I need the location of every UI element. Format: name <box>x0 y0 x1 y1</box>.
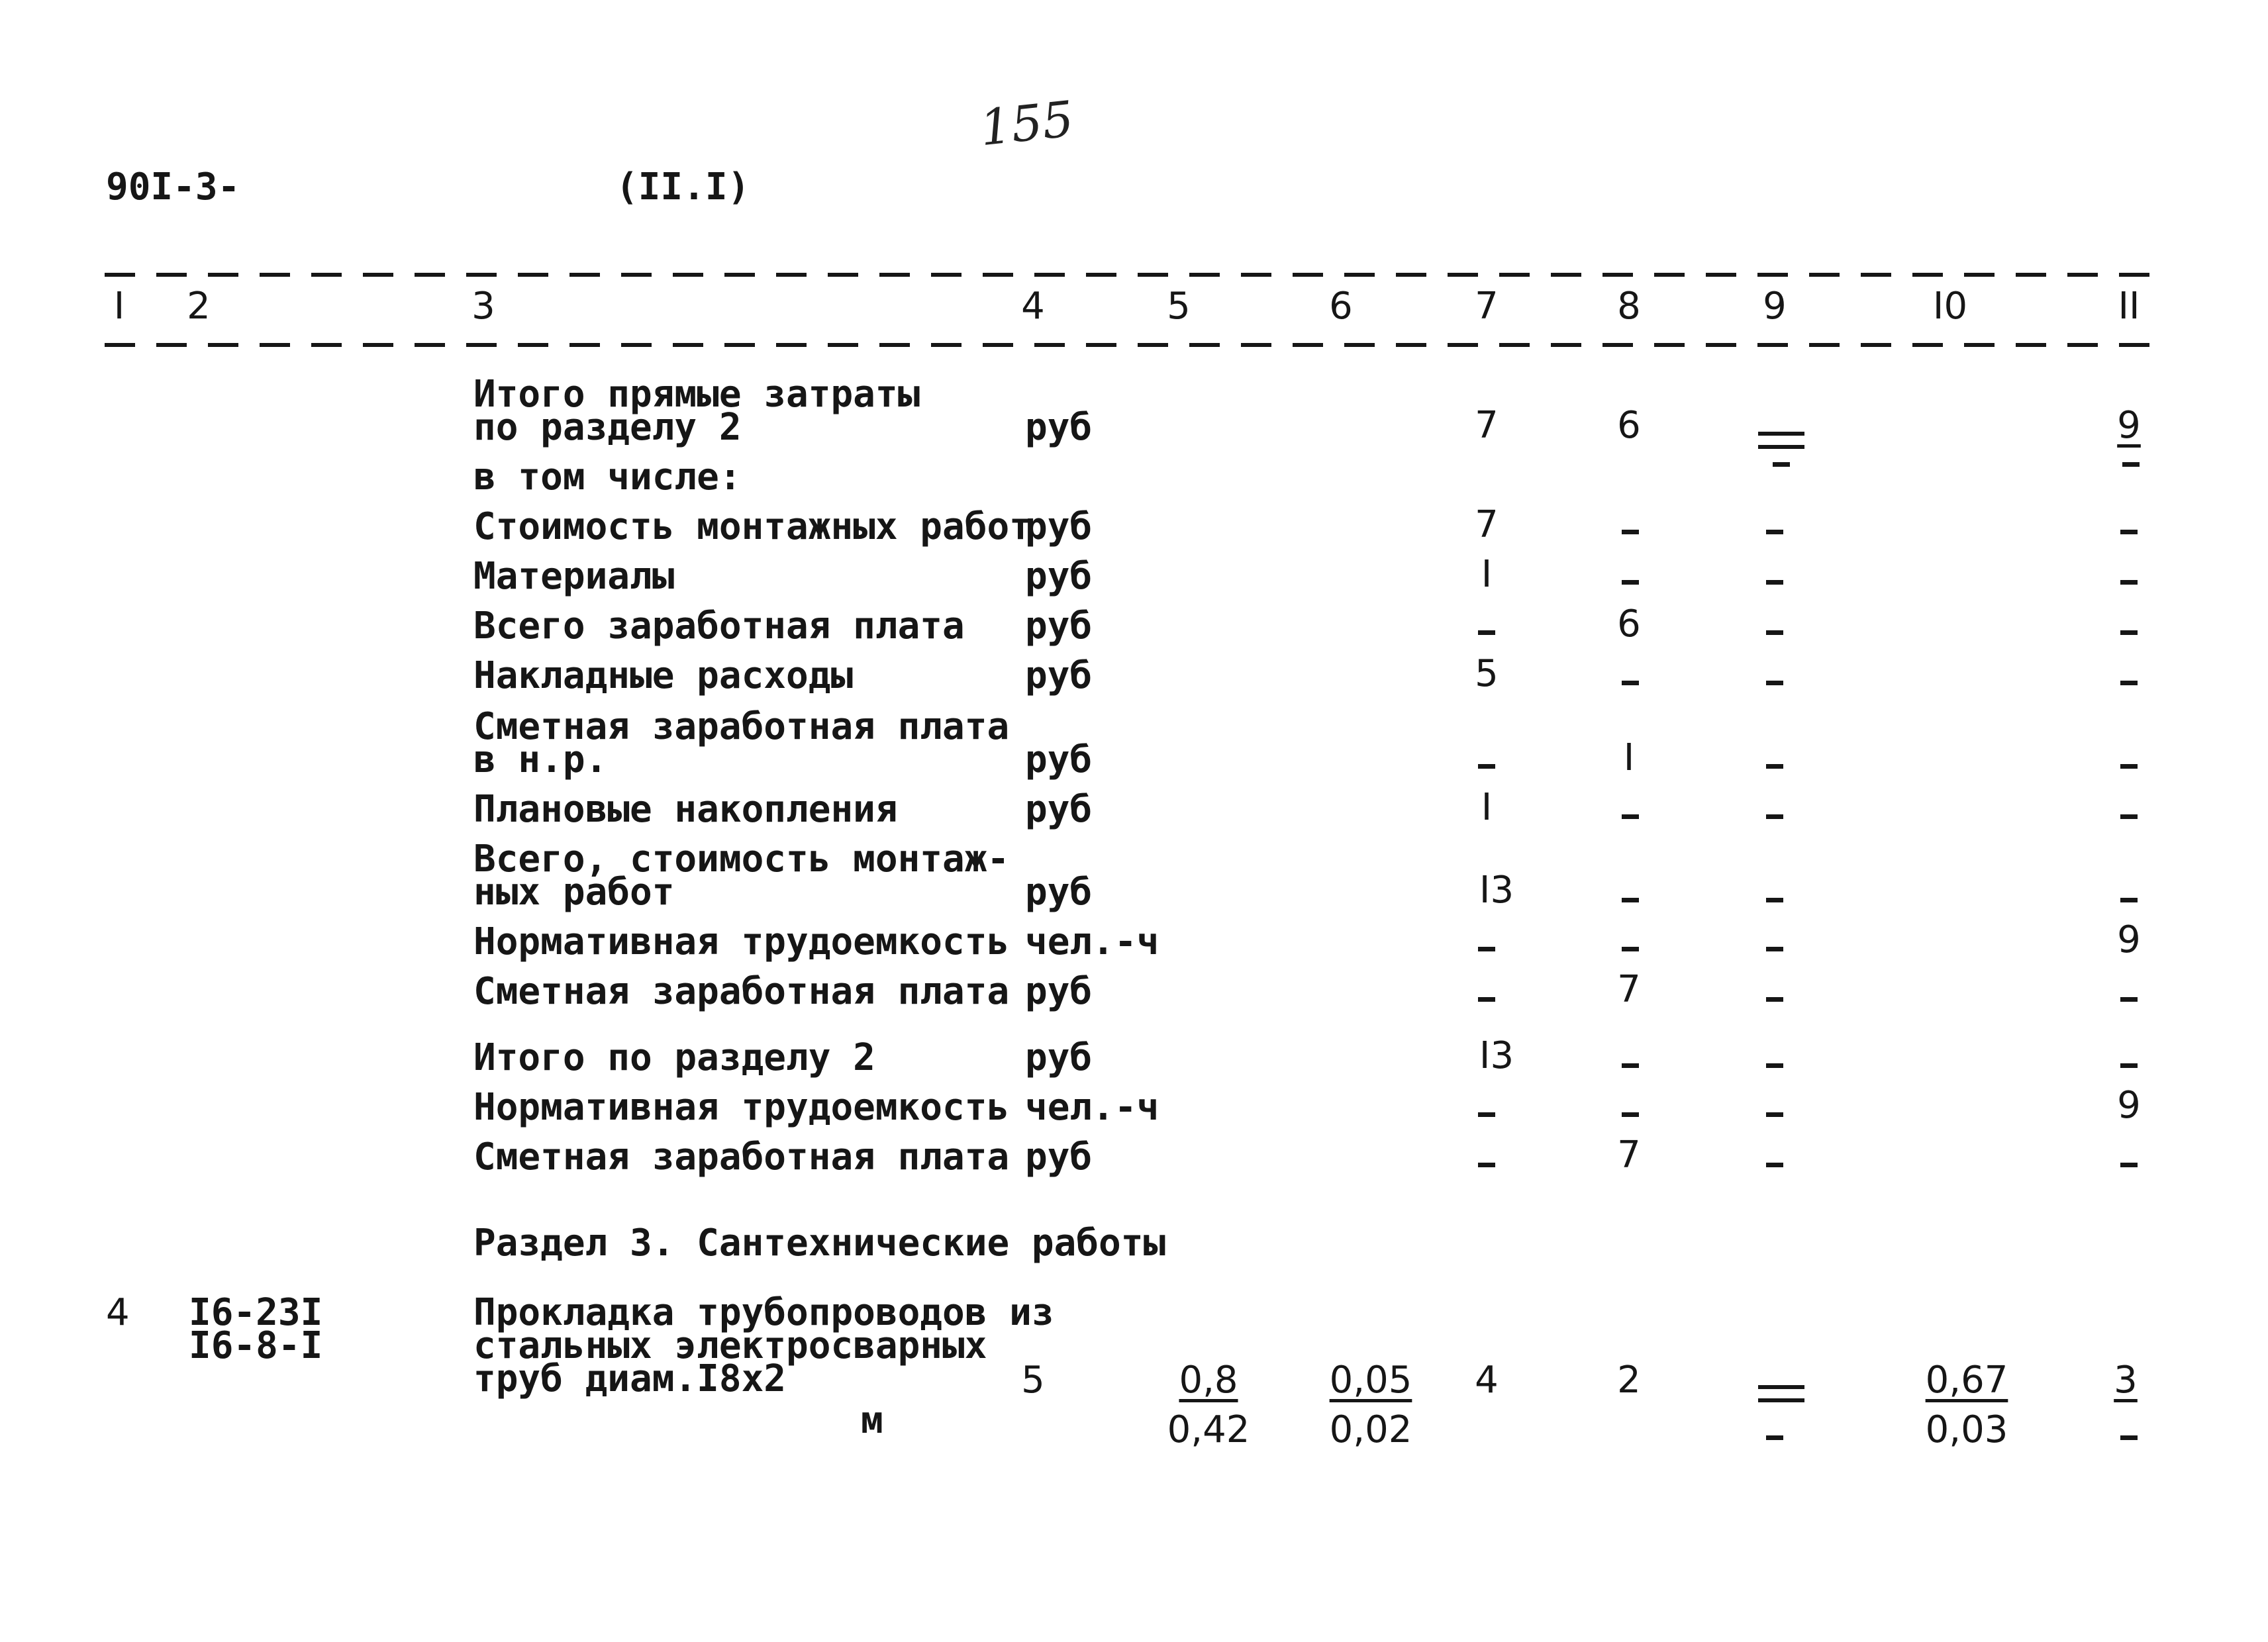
section-reference: (II.I) <box>616 166 750 209</box>
row-col7-dash <box>1478 764 1495 769</box>
row-label: Плановые накопления <box>473 788 898 831</box>
col-header-6: 6 <box>1329 285 1353 328</box>
row-col7-value: 7 <box>1475 404 1499 447</box>
row-unit: руб <box>1025 788 1093 831</box>
row-col11-value: 9 <box>2117 404 2141 447</box>
row-col11-dash <box>2120 814 2138 819</box>
row-col11-dash <box>2120 764 2138 769</box>
row-label: Сметная заработная плата <box>473 705 1010 748</box>
row-col11-dash <box>2120 630 2138 635</box>
col-header-11: II <box>2118 285 2140 328</box>
row-unit: руб <box>1025 555 1093 598</box>
row-col11-dash <box>2120 580 2138 585</box>
row-label: Всего, стоимость монтаж- <box>473 838 1010 881</box>
item-col10-top: 0,67 <box>1925 1359 2008 1402</box>
item-quantity: 5 <box>1021 1359 1045 1402</box>
row-col9-dash <box>1766 681 1783 685</box>
row-label-continued: в н.р. <box>473 738 608 781</box>
row-col11-value: 9 <box>2117 1084 2141 1127</box>
col-header-10: I0 <box>1932 285 1968 328</box>
item-col7-value: 4 <box>1475 1359 1499 1402</box>
item-description-continued: труб диам.I8х2 <box>473 1357 787 1400</box>
col-header-1: I <box>113 285 125 328</box>
row-col9-dash <box>1766 1063 1783 1068</box>
row-col9-dash <box>1766 630 1783 635</box>
col-header-4: 4 <box>1021 285 1045 328</box>
row-unit: чел.-ч <box>1025 920 1159 963</box>
row-col9-dash <box>1766 1112 1783 1117</box>
row-col11-dash <box>2120 898 2138 902</box>
item-col6-top: 0,05 <box>1329 1359 1412 1402</box>
row-col8-dash <box>1622 681 1639 685</box>
row-unit: руб <box>1025 654 1093 697</box>
item-number: 4 <box>106 1291 130 1334</box>
row-col8-value: 6 <box>1617 404 1641 447</box>
row-label-continued: по разделу 2 <box>473 406 742 449</box>
row-unit: чел.-ч <box>1025 1086 1159 1129</box>
col-header-3: 3 <box>471 285 495 328</box>
row-col7-dash <box>1478 1163 1495 1167</box>
row-col8-dash <box>1622 1112 1639 1117</box>
row-col8-dash <box>1622 898 1639 902</box>
row-col8-dash <box>1622 947 1639 951</box>
row-col9-dash <box>1766 947 1783 951</box>
row-label-including: в том числе: <box>473 456 742 499</box>
item-code-primary: I6-23I <box>189 1291 323 1334</box>
row-label: Материалы <box>473 555 675 598</box>
item-code-secondary: I6-8-I <box>189 1324 323 1367</box>
item-col5-bottom: 0,42 <box>1167 1408 1250 1451</box>
row-col9-dash <box>1766 1163 1783 1167</box>
row-col7-dash <box>1478 1112 1495 1117</box>
row-label: Нормативная трудоемкость <box>473 1086 1010 1129</box>
col-header-2: 2 <box>187 285 211 328</box>
section-title: Раздел 3. Сантехнические работы <box>473 1222 1166 1265</box>
item-col9-bottom-dash <box>1766 1435 1783 1440</box>
row-unit: руб <box>1025 1036 1093 1079</box>
row-col9-dash <box>1766 580 1783 585</box>
row-col11-value: 9 <box>2117 918 2141 961</box>
header-top-rule <box>105 273 2171 277</box>
document-code: 90I-3- <box>106 166 240 209</box>
row-col11-dash <box>2120 997 2138 1002</box>
row-col7-value: 7 <box>1475 503 1499 546</box>
row-col8-value: 7 <box>1617 1134 1641 1177</box>
row-col11-lower-dash <box>2122 462 2140 467</box>
row-col8-value: 7 <box>1617 968 1641 1011</box>
col-header-8: 8 <box>1617 285 1641 328</box>
col-header-9: 9 <box>1763 285 1787 328</box>
row-col8-dash <box>1622 814 1639 819</box>
row-label: Нормативная трудоемкость <box>473 920 1010 963</box>
row-col9-dash <box>1766 997 1783 1002</box>
item-description: Прокладка трубопроводов из <box>473 1291 1054 1334</box>
row-unit: руб <box>1025 505 1093 548</box>
row-label: Сметная заработная плата <box>473 970 1010 1013</box>
item-col9-double-dash <box>1758 1382 1804 1409</box>
row-label: Итого прямые затраты <box>473 373 920 416</box>
row-col8-value: 6 <box>1617 603 1641 646</box>
row-label: Сметная заработная плата <box>473 1135 1010 1179</box>
item-description-continued: стальных электросварных <box>473 1324 987 1367</box>
row-label: Итого по разделу 2 <box>473 1036 875 1079</box>
row-unit: руб <box>1025 604 1093 648</box>
row-col9-double-dash <box>1758 429 1804 456</box>
row-col11-dash <box>2120 530 2138 534</box>
row-col8-value: I <box>1623 736 1635 779</box>
item-unit: м <box>861 1399 883 1442</box>
row-unit: руб <box>1025 970 1093 1013</box>
item-col11-bottom-dash <box>2120 1435 2138 1440</box>
row-col11-dash <box>2120 1063 2138 1068</box>
row-col9-lower-dash <box>1773 462 1790 467</box>
handwritten-page-number: 155 <box>977 90 1077 158</box>
row-unit: руб <box>1025 738 1093 781</box>
row-col9-dash <box>1766 814 1783 819</box>
item-col8-value: 2 <box>1617 1359 1641 1402</box>
row-label-continued: ных работ <box>473 871 675 914</box>
row-label: Всего заработная плата <box>473 604 965 648</box>
col-header-5: 5 <box>1167 285 1191 328</box>
row-unit: руб <box>1025 406 1093 449</box>
row-col11-dash <box>2120 1163 2138 1167</box>
row-label: Накладные расходы <box>473 654 854 697</box>
row-col8-dash <box>1622 580 1639 585</box>
row-col8-dash <box>1622 530 1639 534</box>
row-unit: руб <box>1025 871 1093 914</box>
row-col9-dash <box>1766 898 1783 902</box>
item-col5-top: 0,8 <box>1179 1359 1238 1402</box>
row-label: Стоимость монтажных работ <box>473 505 1032 548</box>
row-col7-value: 5 <box>1475 652 1499 695</box>
row-col9-dash <box>1766 530 1783 534</box>
row-col9-dash <box>1766 764 1783 769</box>
row-col7-value: I <box>1481 553 1493 596</box>
col-header-7: 7 <box>1475 285 1499 328</box>
item-col11-top: 3 <box>2114 1359 2138 1402</box>
row-col7-value: I3 <box>1479 1034 1514 1077</box>
row-col8-dash <box>1622 1063 1639 1068</box>
item-col10-bottom: 0,03 <box>1925 1408 2008 1451</box>
row-col7-dash <box>1478 997 1495 1002</box>
row-col7-dash <box>1478 630 1495 635</box>
row-unit: руб <box>1025 1135 1093 1179</box>
header-bottom-rule <box>105 343 2171 347</box>
item-col6-bottom: 0,02 <box>1329 1408 1412 1451</box>
row-col7-value: I3 <box>1479 869 1514 912</box>
row-col7-dash <box>1478 947 1495 951</box>
row-col11-dash <box>2120 681 2138 685</box>
row-col7-value: I <box>1481 786 1493 829</box>
